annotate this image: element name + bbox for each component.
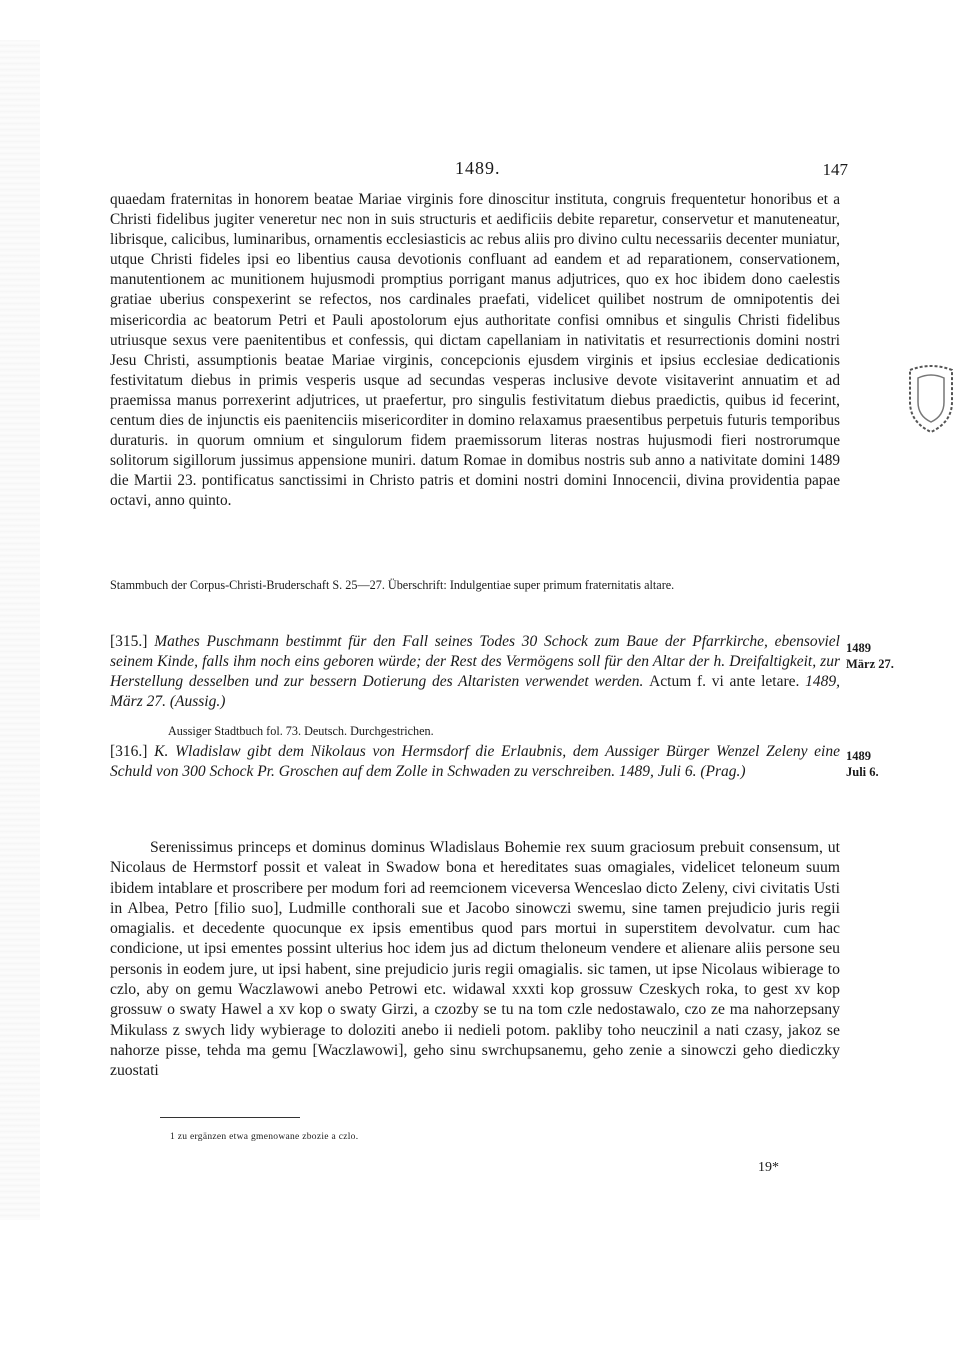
scan-edge-shadow	[0, 40, 40, 1220]
entry-315-date-place: 1489, März 27. (Aussig.)	[110, 673, 840, 710]
entry-315-margin-year: 1489	[846, 641, 871, 655]
running-head-year: 1489.	[455, 158, 501, 178]
entry-315-source-note: Aussiger Stadtbuch fol. 73. Deutsch. Durchgestrichen.	[168, 724, 434, 738]
entry-316-margin-date	[846, 748, 916, 780]
entry-315-summary: Mathes Puschmann bestimmt für den Fall seines Todes 30 Schock zum Baue der Pfarrkirche, ebensoviel seinem Kinde, falls ihm noch eins geboren würde; der Rest des Vermögens soll für den Altar der h. Dreifaltigkeit, zur Herstellung desselben und zur bessern Dotierung des Altaristen verwendet werden.	[110, 633, 840, 690]
charter-body-text: quaedam fraternitas in honorem beatae Mariae virginis fore dinoscitur instituta, congruis frequentetur honoribus et a Christi fidelibus jugiter veneretur nec non in suis structuris et aedificiis debite reparetur, conservetur et manuteneatur, librisque, calicibus, luminaribus, ornamentis ecclesiasticis ac rebus aliis pro divino cultu necessariis decenter muniatur, utque Christi fideles ipsi eo libentius causa devotionis confluant ad eandem et ad reparationem, conservationem, manutentionem ac munitionem hujusmodi promptius porrigant manus adjutrices, quo ex hoc ibidem dono caelestis gratiae uberius conspexerint se refectos, nos cardinales praefati, videlicet quilibet nostrum de omnipotentis dei misericordia ac beatorum Petri et Pauli apostolorum ejus authoritate confisi omnibus et singulis Christi fidelibus utriusque sexus vere paenitentibus et confessis, qui dictam capellaniam in nativitatis et resurrectionis domini nostri Jesu Christi, assumptionis beatae Mariae virginis, concepcionis ejusdem virginis et ipsius ecclesiae dedicationis festivitatum diebus in primis vesperis usque ad secundas vesperas inclusive devote visitaverint annuatim et ad praemissa manus porrexerint adjutrices, ut praefertur, pro singulis festivitatum diebus praedictis, quibus id fecerint, centum dies de injunctis eis paenitenciis misericorditer in domino relaxamus praesentibus perpetuis futuris temporibus duraturis. in quorum omnium et singulorum fidem praemissorum literas nostras hujusmodi fieri nostrorumque solitorum sigillorum jussimus appensione muniri. datum Romae in domibus nostris sub anno a nativitate domini 1489 die Martii 23. pontificatus sanctissimi in Christo patris et domini nostri domini Innocencii, divina providentia papae octavi, anno quinto.	[110, 191, 840, 510]
entry-316-number: [316.]	[110, 743, 148, 760]
running-head	[0, 158, 960, 182]
page-number: 147	[822, 160, 848, 179]
entry-316-summary: K. Wladislaw gibt dem Nikolaus von Hermsdorf die Erlaubnis, dem Aussiger Bürger Wenzel Zeleny eine Schuld von 300 Schock Pr. Groschen auf dem Zolle in Schwaden zu verschreiben.	[110, 743, 840, 780]
entry-315-margin-day: März 27.	[846, 657, 894, 671]
entry-316-margin-year: 1489	[846, 749, 871, 763]
library-stamp-icon	[900, 362, 960, 434]
source-note-corpus-christi: Stammbuch der Corpus-Christi-Bruderschaft S. 25—27. Überschrift: Indulgentiae super primum fraternitatis altare.	[110, 578, 675, 592]
entry-316-heading	[110, 742, 840, 782]
entry-316-margin-day: Juli 6.	[846, 765, 879, 779]
entry-316-date-place: 1489, Juli 6. (Prag.)	[618, 763, 746, 780]
entry-315-actum: Actum f. vi ante letare.	[649, 673, 800, 690]
entry-316-text: Serenissimus princeps et dominus dominus Wladislaus Bohemie rex suum graciosum prebuit consensum, ut Nicolaus de Hermstorf possit et valeat in Swadow bona et hereditates suas omagiales, videlicet teloneum suum ibidem intablare et proscribere per modum fori ad reemcionem viceversa Wenceslao dicto Zeleny, civi civitatis Usti in Albea, Petro [filio suo], Ludmille conthorali sue et Jacobo sinowczi swemu, sine tamen prejudicio juris regii omagialis. et decedente quocunque ex ipsis ementibus quod pars mortui in superstitem devolvatur. cum hac condicione, ut ipsi ementes possint ulterius hoc idem jus ad dictum theloneum vendere et alienare aliis persone seu personis in eodem jure, ut ipsi habent, sine prejudicio juris regii omagialis. sic tamen, ut ipse Nicolaus wibierage to czlo, aby on gemu Waczlawowi anebo Petrowi etc. widawal xxxti kop grossuw Czeskych roka, to gest xv kop grossuw o swaty Hawel a xv kop o swaty Girzi, a czozby se tu na tom czle nedostawalo, czo ze ma nahorzepsany Mikulass z swych lidy wybierage to doloziti anebo ii nedieli potom. pakliby toho neuczinil a nati czasy, jakoz se nahorze pisse, tehda ma gemu [Waczlawowi], geho sinu swrchupsanemu, geho zenie a sinowczi geho diediczky zuostati	[110, 839, 840, 1080]
entry-315-heading	[110, 632, 840, 712]
entry-315-margin-date	[846, 640, 916, 672]
footnote: 1 zu ergänzen etwa gmenowane zbozie a czlo.	[170, 1132, 359, 1142]
signature-mark: 19*	[758, 1160, 779, 1175]
footnote-rule	[160, 1117, 300, 1118]
entry-315-number: [315.]	[110, 633, 148, 650]
